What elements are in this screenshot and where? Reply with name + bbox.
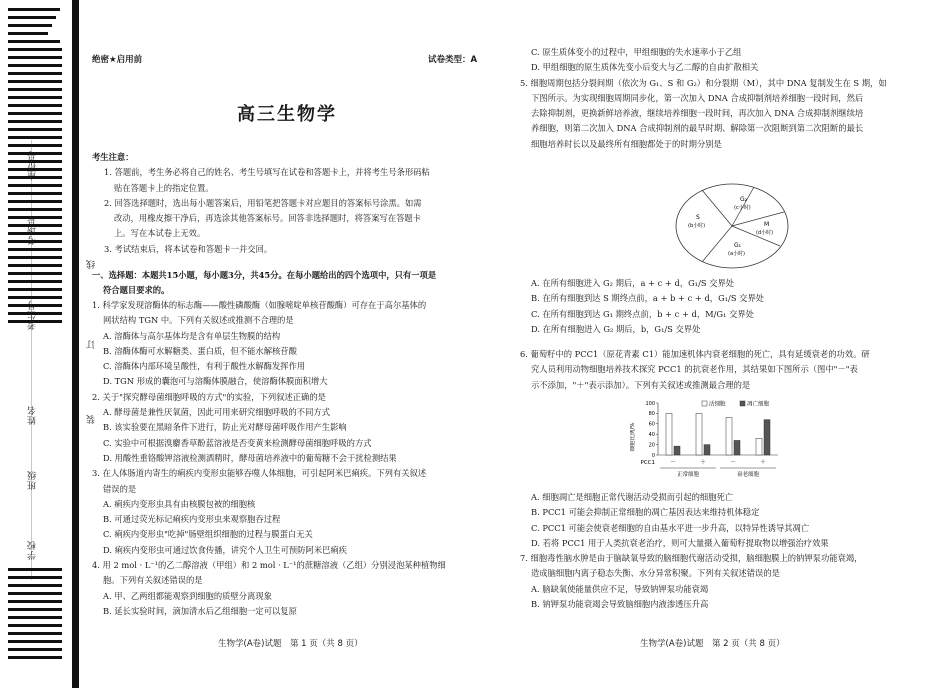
binding-bar (8, 24, 52, 27)
notice-line: 1. 答题前，考生务必将自己的姓名、考生号填写在试卷和答题卡上，并将考生号条形码粘 (104, 167, 430, 178)
binding-bar (8, 48, 62, 51)
pcc1-bar-chart (630, 397, 790, 492)
bar (704, 445, 710, 455)
q5-options (520, 276, 915, 337)
q4-continued (520, 45, 915, 152)
question-line: 1. 科学家发现溶酶体的标志酶——酸性磷酸酶（如腺嘧啶单核苷酸酶）可存在于高尔基体的 (92, 300, 427, 310)
bar (726, 418, 732, 455)
question-line: C. PCC1 可能会使衰老细胞的自由基水平进一步升高，以特异性诱导其凋亡 (531, 522, 810, 533)
question-line: 造成脑细胞内离子稳态失衡、水分异常积聚。下列有关叙述错误的是 (531, 568, 780, 579)
field-school-label: 学校 (28, 540, 38, 560)
field-seat-label: 座位号 (28, 150, 38, 180)
notice-line: 贴在答题卡上的指定位置。 (114, 182, 214, 193)
cell-cycle-diagram (672, 181, 792, 271)
y-tick-label: 100 (645, 400, 655, 407)
y-tick-label: 20 (648, 442, 655, 449)
question-line: 7. 细胞毒性脑水肿是由于脑缺氧导致的脑细胞代谢活动受损，脑细胞膜上的钠钾泵功能衰竭， (520, 553, 863, 564)
question-line: 网状结构 TGN 中。下列有关叙述或推测不合理的是 (103, 315, 294, 326)
question-line: C. 溶酶体内部环境呈酸性，有利于酸性水解酶发挥作用 (103, 361, 306, 372)
row-label: PCC1 (640, 460, 655, 466)
binding-bar (8, 104, 62, 107)
question-line: B. 该实验要在黑暗条件下进行，防止光对酵母菌呼吸作用产生影响 (103, 422, 347, 433)
binding-bar (8, 8, 60, 11)
g2-time: (c小时) (734, 205, 751, 211)
questions-left (92, 298, 482, 619)
binding-bar (8, 120, 62, 123)
question-line: A. 痢疾内变形虫具有由核膜包被的细胞核 (103, 498, 256, 509)
question-line: D. 用酸性重铬酸钾溶液检测酒精时，酵母菌培养液中的葡萄糖不会干扰检测结果 (103, 452, 397, 463)
legend-label: 活细胞 (709, 401, 726, 408)
question-line: B. 可通过荧光标记痢疾内变形虫来观察胞吞过程 (103, 514, 281, 525)
question-line: B. 钠钾泵功能衰竭会导致脑细胞内液渗透压升高 (531, 599, 709, 610)
section-line: 一、选择题：本题共15小题，每小题3分，共45分。在每小题给出的四个选项中，只有一项是 (92, 270, 437, 280)
field-line (31, 140, 32, 580)
question-line: B. PCC1 可能会抑制正常细胞的凋亡基因表达来维持机体稳定 (531, 507, 760, 518)
notice-heading: 考生注意： (92, 152, 134, 162)
question-line: A. 溶酶体与高尔基体均是含有单层生物膜的结构 (103, 330, 281, 341)
page-title: 高三生物学 (237, 104, 337, 125)
legend-swatch (702, 401, 707, 406)
question-line: 下图所示。为实现细胞周期同步化，第一次加入 DNA 合成抑制剂培养细胞一段时间，然后 (531, 92, 864, 103)
category-label: ＋ (759, 459, 767, 466)
field-school (22, 540, 62, 630)
bar (764, 420, 770, 455)
question-line: C. 实验中可根据溴麝香草酚蓝溶液是否变黄来检测酵母菌细胞呼吸的方式 (103, 437, 372, 448)
field-room-label: 考场号 (28, 215, 38, 245)
y-tick-label: 40 (648, 432, 655, 438)
notice-block (92, 150, 482, 257)
notice-line: 改动，用橡皮擦干净后，再选涂其他答案标号。回答非选择题时，将答案写在答题卡 (114, 213, 421, 224)
footer-page-1: 生物学(A卷)试题 第 1 页（共 8 页） (218, 639, 363, 649)
bar (666, 413, 672, 455)
q6-q7 (520, 490, 915, 612)
option-line: C. 在所有细胞到达 G₁ 期终点前，b + c + d，M/G₁ 交界处 (531, 308, 754, 319)
cut-mark-bind: 订 (87, 340, 97, 349)
binding-bar (8, 128, 62, 131)
question-line: A. 脑缺氧使能量供应不足，导致钠钾泵功能衰竭 (531, 583, 709, 594)
cut-mark-line: 线 (87, 260, 97, 269)
question-line: 6. 葡萄籽中的 PCC1（原花青素 C1）能加速机体内衰老细胞的死亡，具有延缓衰老的功效。研 (520, 349, 870, 359)
g1-time: (a小时) (728, 251, 745, 257)
category-label: ＋ (699, 459, 707, 466)
binding-bar (8, 16, 56, 19)
header-confidential: 绝密★启用前 (92, 55, 143, 65)
field-class-label: 班级 (28, 470, 38, 490)
question-line: 养细胞，则第二次加入 DNA 合成抑制剂的最早时期、解除第一次阻断到第二次阻断的最长 (531, 123, 864, 134)
binding-area (22, 140, 97, 680)
question-line: D. 甲组细胞的原生质体先变小后变大与乙二醇的自由扩散相关 (531, 62, 759, 73)
s-time: (b小时) (688, 223, 706, 229)
category-label: － (729, 459, 737, 466)
section-line: 符合题目要求的。 (103, 285, 170, 296)
s-label: S (696, 214, 700, 221)
bar (756, 438, 762, 455)
question-line: 3. 在人体肠道内寄生的痢疾内变形虫能够吞噬人体细胞，可引起阿米巴痢疾。下列有关叙述 (92, 468, 427, 479)
question-line: 2. 关于"探究酵母菌细胞呼吸的方式"的实验，下列叙述正确的是 (92, 391, 326, 402)
binding-bar (8, 32, 48, 35)
question-line: C. 原生质体变小的过程中，甲组细胞的失水速率小于乙组 (531, 47, 742, 57)
notice-line: 上。写在本试卷上无效。 (114, 228, 206, 239)
question-line: 5. 细胞周期包括分裂间期（依次为 G₁、S 和 G₂）和分裂期（M），其中 DNA 复制发生在 S 期，如 (520, 77, 887, 88)
question-line: D. 若将 PCC1 用于人类抗衰老治疗，则可大量摄入葡萄籽提取物以增强治疗效果 (531, 537, 829, 548)
option-line: B. 在所有细胞到达 S 期终点前，a + b + c + d，G₁/S 交界处 (531, 293, 765, 304)
question-line: 错误的是 (103, 483, 137, 494)
question-line: 胞。下列有关叙述错误的是 (103, 575, 203, 586)
group-label: 衰老细胞 (736, 472, 760, 478)
binding-bar (8, 80, 62, 83)
question-line: B. 延长实验时间，滴加清水后乙组细胞一定可以复原 (103, 605, 297, 616)
header-paper-type: 试卷类型：A (428, 55, 478, 65)
field-examno (22, 300, 62, 390)
y-tick-label: 60 (648, 421, 655, 428)
question-line: D. TGN 形成的囊泡可与溶酶体膜融合，使溶酶体膜面积增大 (103, 376, 328, 387)
binding-bar (8, 72, 62, 75)
binding-bar (8, 88, 62, 91)
question-line: 究人员利用动物细胞培养技术探究 PCC1 的抗衰老作用，其结果如下图所示（图中"－"表 (531, 364, 858, 375)
binding-bar (8, 40, 60, 43)
question-line: B. 溶酶体酶可水解糖类、蛋白质，但不能水解核苷酸 (103, 345, 297, 356)
question-line: A. 甲、乙两组都能观察到细胞的质壁分离现象 (103, 590, 272, 601)
field-examno-label: 考生号 (28, 300, 38, 330)
footer-page-2: 生物学(A卷)试题 第 2 页（共 8 页） (640, 639, 785, 649)
question-line: A. 酵母菌是兼性厌氧菌，因此可用来研究细胞呼吸的不同方式 (103, 407, 330, 418)
g1-label: G₁ (734, 242, 742, 249)
bar (674, 446, 680, 455)
binding-bar (8, 96, 62, 99)
question-line: D. 痢疾内变形虫可通过饮食传播，讲究个人卫生可预防阿米巴痢疾 (103, 544, 347, 555)
question-line: 去除抑制剂，更换新鲜培养液，继续培养细胞一段时间，再次加入 DNA 合成抑制剂继续培 (531, 108, 864, 119)
option-line: A. 在所有细胞进入 G₂ 期后，a + c + d，G₁/S 交界处 (531, 278, 735, 288)
section-heading (92, 268, 482, 299)
q6-stem (520, 347, 915, 393)
question-line: 细胞培养时长以及最终所有细胞都处于的时期分别是 (531, 138, 722, 149)
question-line: 4. 用 2 mol · L⁻¹的乙二醇溶液（甲组）和 2 mol · L⁻¹的蔗糖溶液（乙组）分别浸泡某种植物细 (92, 560, 446, 571)
notice-line: 2. 回答选择题时，选出每小题答案后，用铅笔把答题卡对应题目的答案标号涂黑。如需 (104, 197, 422, 208)
m-time: (d小时) (756, 230, 774, 236)
binding-bar (8, 136, 62, 139)
cut-mark-pack: 装 (87, 415, 97, 424)
question-line: 示不添加，"＋"表示添加）。下列有关叙述或推测最合理的是 (531, 379, 751, 390)
cycle-divider (702, 190, 732, 226)
binding-bar (8, 112, 62, 115)
binding-bar (8, 64, 62, 67)
g2-label: G₂ (740, 196, 748, 203)
category-label: － (669, 459, 677, 466)
question-line: A. 细胞凋亡是细胞正常代谢活动受损而引起的细胞死亡 (531, 492, 734, 502)
bar (734, 440, 740, 455)
field-name-label: 姓名 (28, 405, 38, 425)
y-tick-label: 80 (648, 411, 655, 418)
group-label: 正常细胞 (676, 472, 700, 478)
bar (696, 413, 702, 455)
m-label: M (764, 221, 770, 228)
notice-line: 3. 考试结束后，将本试卷和答题卡一并交回。 (104, 243, 273, 254)
y-tick-label: 0 (651, 452, 655, 459)
option-line: D. 在所有细胞进入 G₂ 期后，b，G₁/S 交界处 (531, 323, 701, 334)
y-axis-label: 细胞比例/% (630, 422, 636, 452)
cycle-divider (732, 212, 784, 226)
field-room (22, 215, 62, 305)
legend-swatch (740, 401, 745, 406)
legend-label: 凋亡细胞 (747, 401, 770, 408)
question-line: C. 痢疾内变形虫"吃掉"肠壁组织细胞的过程与膜蛋白无关 (103, 529, 313, 540)
binding-bar (8, 56, 62, 59)
